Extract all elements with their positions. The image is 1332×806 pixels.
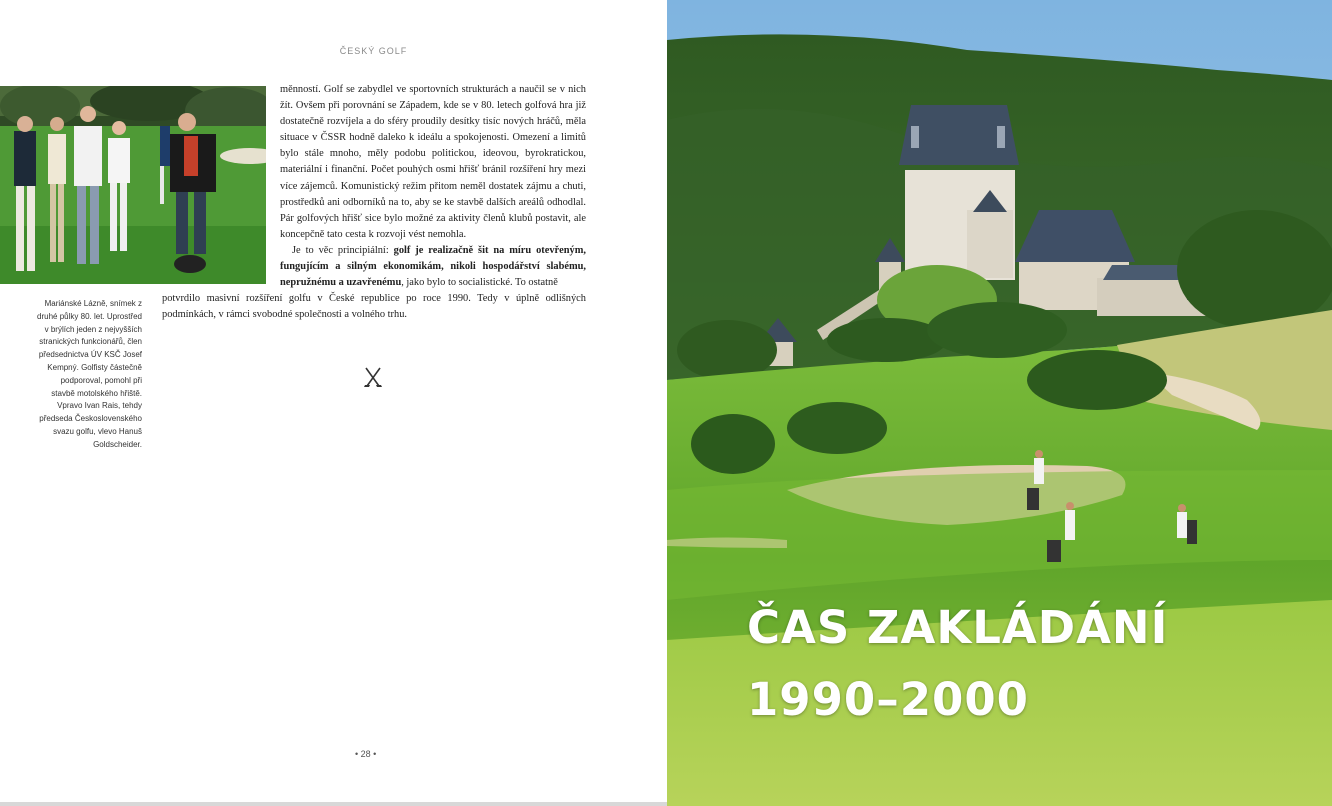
- chapter-title-line-1: ČAS ZAKLÁDÁNÍ: [747, 601, 1169, 654]
- paragraph-3: potvrdilo masivní rozšíření golfu v České republice po roce 1990. Tedy v úplně odlišných podmínkách, v rámci svobodné společnosti a volného trhu.: [162, 293, 586, 321]
- body-text: [162, 82, 586, 323]
- photo-caption: Mariánské Lázně, snímek z druhé půlky 80. let. Uprostřed v brýlích jeden z nejvyšších stranických funkcionářů, člen předsednictva ÚV KSČ Josef Kempný. Golfisty částečně podporoval, pomohl při stavbě motolského hřiště. Vpravo Ivan Rais, tehdy předseda Československého svazu golfu, vlevo Hanuš Goldscheider.: [37, 299, 142, 449]
- paragraph-2-bold: golf je realizačně šit na míru otevřeným, fungujícím a silným ekonomikám, nikoli hospodářství slabému, nepružnému a uzavřenému: [280, 244, 587, 289]
- paragraph-2: [280, 243, 586, 291]
- bottom-edge: [0, 802, 667, 806]
- paragraph-2-end: , jako bylo to socialistické. To ostatně: [401, 277, 558, 289]
- paragraph-2-start: Je to věc principiální:: [292, 244, 394, 256]
- chapter-title-line-2: 1990–2000: [747, 673, 1029, 726]
- right-page-photo: [667, 0, 1332, 806]
- crossed-golf-clubs-icon: [362, 366, 384, 388]
- paragraph-1: měnností. Golf se zabydlel ve sportovních strukturách a naučil se v nich žít. Ovšem při porovnání se Západem, kde se v 80. letech golfová hra již dostatečně rozvíjela a do sféry proudily desítky tisíc nových hráčů, měla situace v ČSSR hodně daleko k ideálu a spokojenosti. Omezení a limitů bylo stále mnoho, měly podobu politickou, ideovou, byrokratickou, materiální i finanční. Počet pouhých osmi hřišť bránil rozšíření hry mezi více zájemců. Komunistický režim přitom neměl dostatek zájmu a chuti, prostředků ani odborníků na to, aby se ke stavbě dalších areálů odhodlal. Pár golfových hřišť sice bylo možné za aktivity členů klubů postavit, ale koncepčně tato cesta k rozvoji vést nemohla.: [280, 84, 586, 240]
- running-head: ČESKÝ GOLF: [339, 46, 408, 56]
- chapter-title: [747, 592, 1168, 736]
- page-number: • 28 •: [355, 749, 377, 759]
